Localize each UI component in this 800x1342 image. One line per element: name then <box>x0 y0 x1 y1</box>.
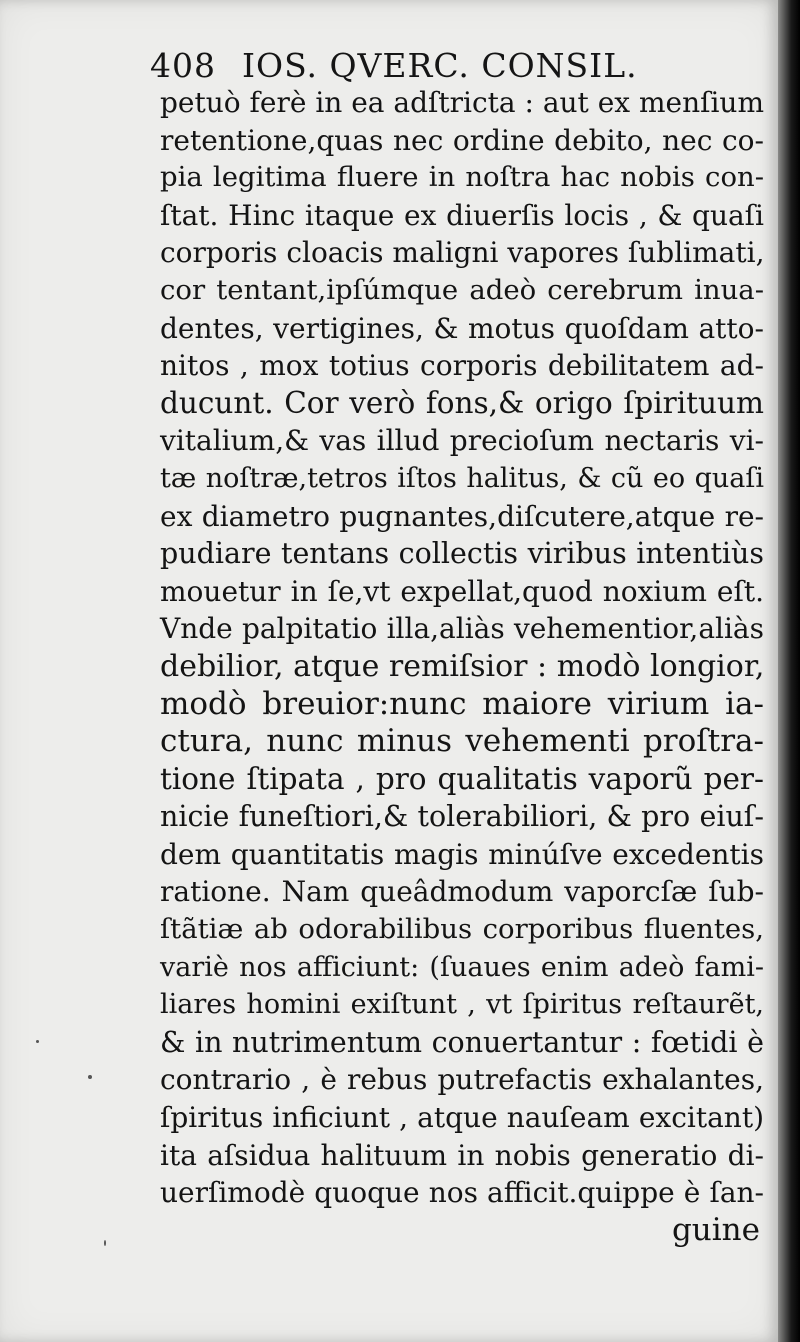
text-line: contrario , è rebus putrefactis exhalantes, <box>160 1063 764 1097</box>
body-text <box>160 84 764 1249</box>
text-line: pudiare tentans collectis viribus intentiùs <box>160 537 764 571</box>
text-line: liares homini exiſtunt , vt ſpiritus reſtaurẽt, <box>160 989 764 1021</box>
text-line: Vnde palpitatio illa,aliàs vehementior,aliàs <box>160 612 764 646</box>
text-line: ex diametro pugnantes,diſcutere,atque re- <box>160 499 764 533</box>
text-line: debilior, atque remiſsior : modò longior, <box>160 648 765 684</box>
running-title: IOS. QVERC. CONSIL. <box>242 46 638 85</box>
page-number: 408 <box>150 46 216 85</box>
text-line: nitos , mox totius corporis debilitatem ad- <box>160 349 764 383</box>
text-line: ſtãtiæ ab odorabilibus corporibus fluentes, <box>160 913 764 946</box>
text-line: cor tentant,ipſúmque adeò cerebrum inua- <box>160 273 764 306</box>
page-edge <box>778 0 800 1342</box>
text-line: dentes, vertigines, & motus quoſdam atto- <box>160 311 764 345</box>
text-line: mouetur in ſe,vt expellat,quod noxium eſt. <box>160 574 764 608</box>
text-line: tæ noſtræ,tetros iſtos halitus, & cũ eo quaſi <box>160 462 764 494</box>
ink-speck <box>104 1240 106 1246</box>
text-line: ratione. Nam queâdmodum vaporcſæ ſub- <box>160 875 764 909</box>
text-line: uerſimodè quoque nos afficit.quippe è ſan- <box>160 1176 764 1210</box>
ink-speck <box>88 1075 92 1079</box>
text-line: modò breuior:nunc maiore virium ia- <box>160 685 764 722</box>
text-line: ducunt. Cor verò fons,& origo ſpirituum <box>160 385 764 420</box>
text-line: vitalium,& vas illud precioſum nectaris vi- <box>160 424 764 458</box>
text-line: petuò ferè in ea adſtricta : aut ex menſium <box>160 86 765 119</box>
running-header <box>150 46 638 85</box>
text-line: ſpiritus inficiunt , atque nauſeam excitant) <box>160 1101 764 1135</box>
text-line: pia legitima fluere in noſtra hac nobis con- <box>160 161 764 194</box>
text-line: ita aſsidua halituum in nobis generatio di- <box>160 1138 764 1172</box>
text-line: nicie funeſtiori,& tolerabiliori, & pro eiuſ- <box>160 800 764 834</box>
text-line: variè nos afficiunt: (ſuaues enim adeò fami- <box>160 951 764 983</box>
text-line: corporis cloacis maligni vapores ſublimati, <box>160 236 765 270</box>
text-line: ſtat. Hinc itaque ex diuerſis locis , & quaſi <box>160 198 764 232</box>
catchword: guine <box>671 1211 760 1248</box>
text-line: retentione,quas nec ordine debito, nec co- <box>160 123 764 157</box>
text-line: & in nutrimentum conuertantur : fœtidi è <box>160 1025 764 1059</box>
ink-speck <box>36 1040 39 1043</box>
text-line: dem quantitatis magis minúſve excedentis <box>160 837 764 871</box>
text-line: tione ſtipata , pro qualitatis vaporũ per- <box>160 761 764 796</box>
text-line: ctura, nunc minus vehementi proſtra- <box>160 723 764 760</box>
